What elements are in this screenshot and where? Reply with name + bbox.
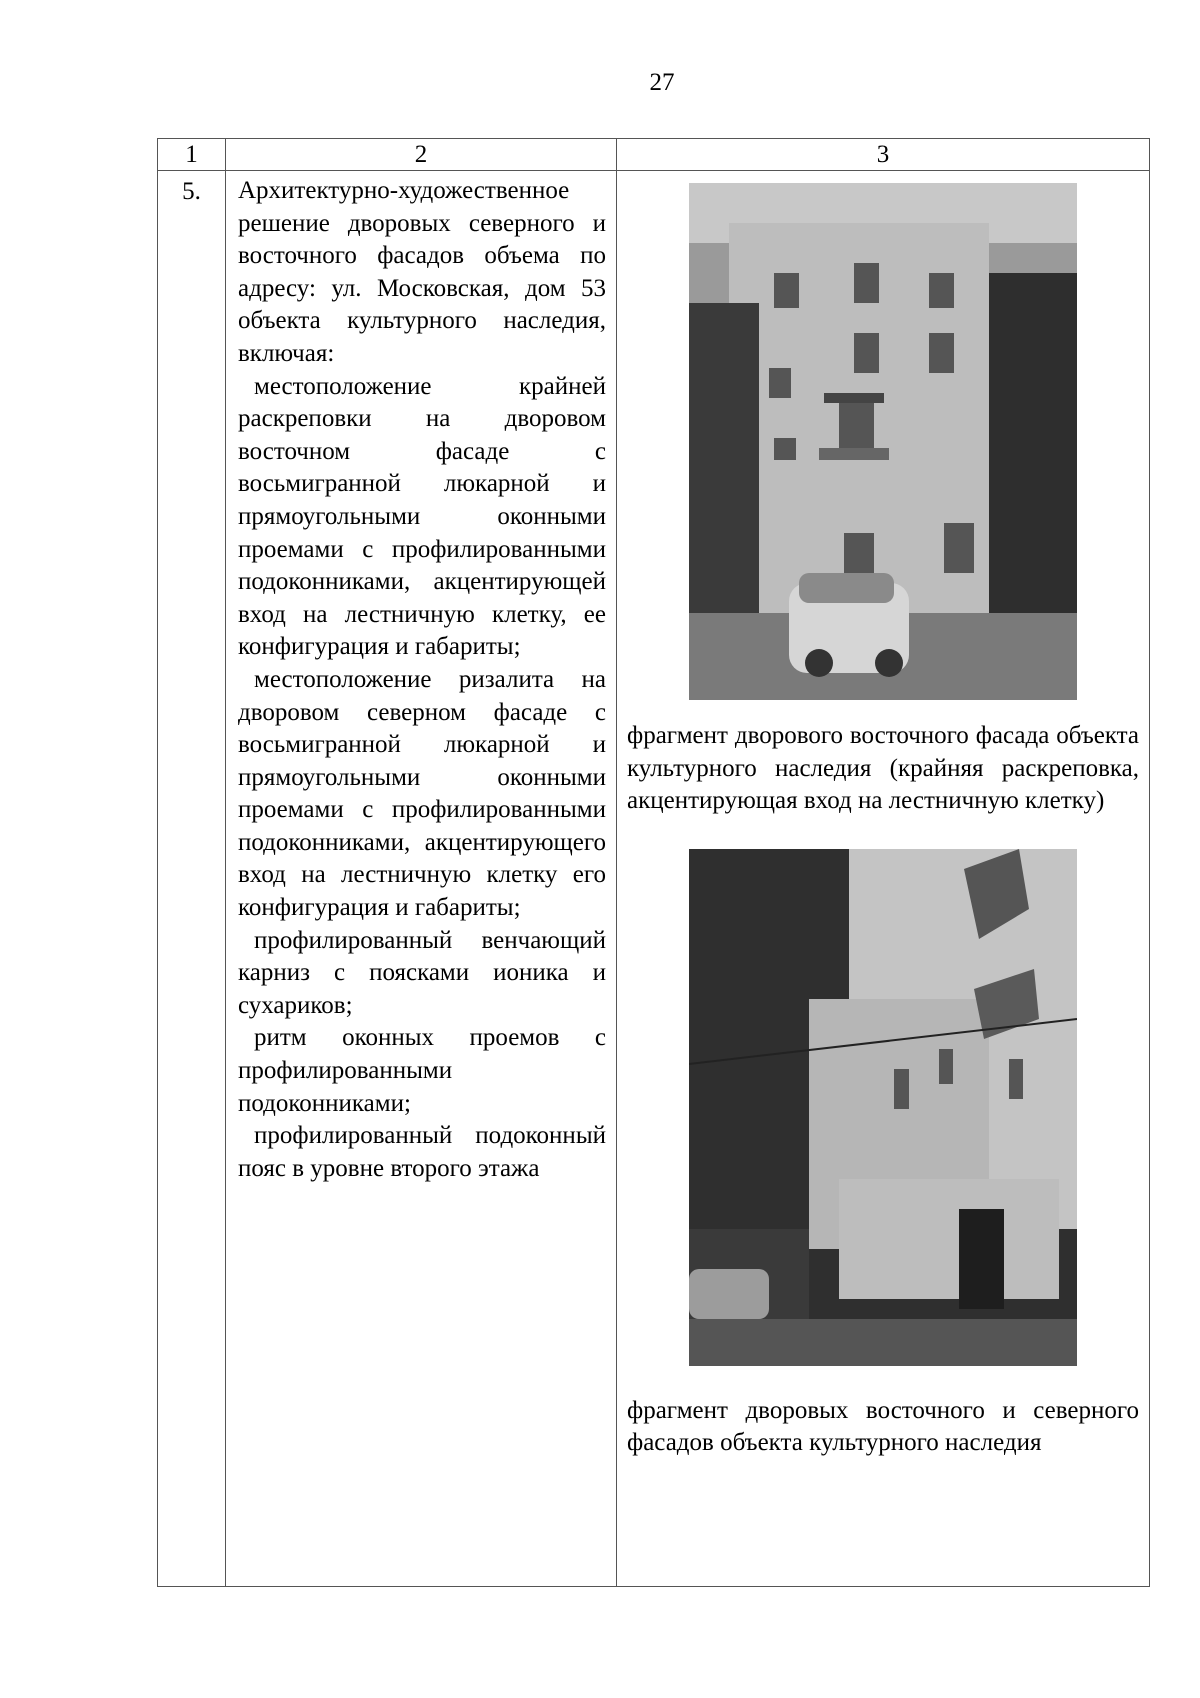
header-col-1: 1 [158, 139, 226, 171]
description-cell [226, 171, 617, 1587]
east-north-facade-caption: фрагмент дворовых восточного и северного фасадов объекта культурного наследия [627, 1396, 1139, 1457]
description-item: профилированный венчающий карниз с поясками ионика и сухариков; [238, 926, 606, 1019]
description-item: ритм оконных проемов с профилированными подоконниками; [238, 1024, 606, 1117]
description-item: профилированный подоконный пояс в уровне второго этажа [238, 1122, 606, 1182]
photos-cell [617, 171, 1150, 1587]
table-row [158, 171, 1150, 1587]
table-header-row [158, 139, 1150, 171]
header-col-2: 2 [226, 139, 617, 171]
east-north-facade-photo [689, 849, 1077, 1366]
east-facade-caption: фрагмент дворового восточного фасада объекта культурного наследия (крайняя раскреповка, акцентирующая вход на лестничную клетку) [627, 722, 1139, 815]
row-number: 5. [158, 171, 226, 1587]
description-item: местоположение крайней раскреповки на дворовом восточном фасаде с восьмигранной люкарной и прямоугольными оконными проемами с профилированными подоконниками, акцентирующей вход на лестничную клетку, ее конфигурация и габариты; [238, 372, 606, 661]
east-facade-photo [689, 183, 1077, 700]
page-number: 27 [649, 69, 675, 96]
description-intro: Архитектурно-художественное решение дворовых северного и восточного фасадов объема по адресу: ул. Московская, дом 53 объекта культурного наследия, включая: [238, 177, 606, 367]
header-col-3: 3 [617, 139, 1150, 171]
description-item: местоположение ризалита на дворовом северном фасаде с восьмигранной люкарной и прямоугольными оконными проемами с профилированными подоконниками, акцентирующего вход на лестничную клетку его конфигурация и габариты; [238, 665, 606, 922]
heritage-table [157, 138, 1150, 1587]
